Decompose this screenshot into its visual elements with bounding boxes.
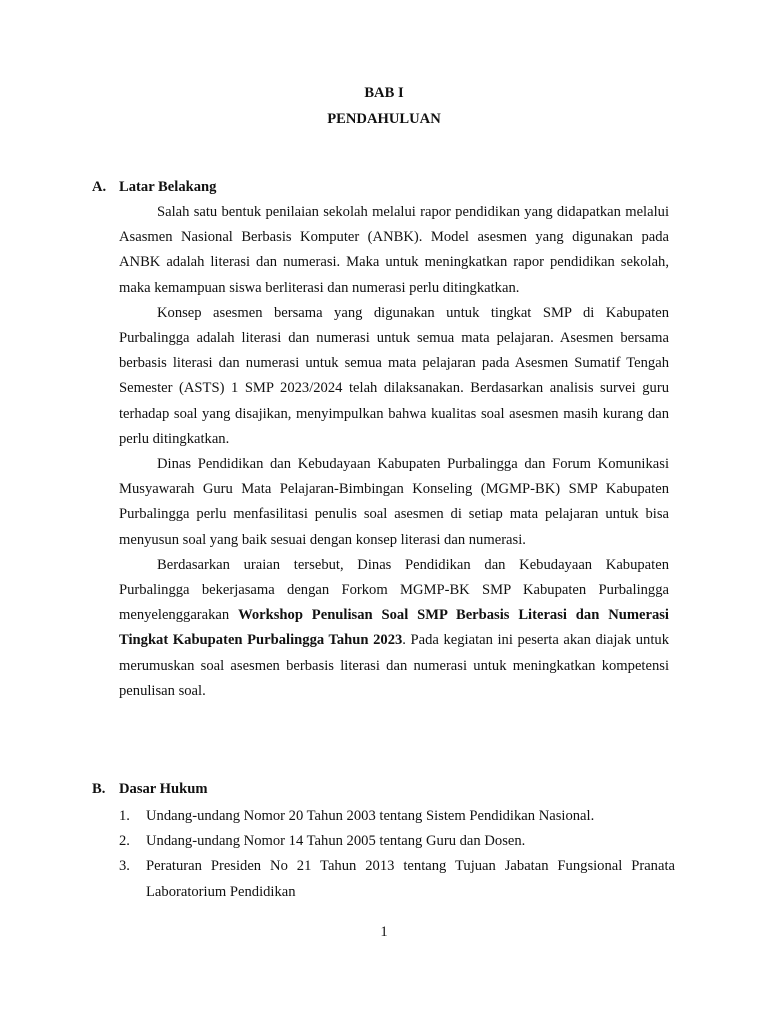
list-item (119, 804, 675, 829)
section-b-letter: B. (92, 781, 106, 797)
paragraph-2: Konsep asesmen bersama yang digunakan untuk tingkat SMP di Kabupaten Purbalingga adalah literasi dan numerasi untuk semua mata pelajaran. Asesmen bersama berbasis literasi dan numerasi untuk semua mata pelajaran pada Asesmen Sumatif Tengah Semester (ASTS) 1 SMP 2023/2024 telah dilaksanakan. Berdasarkan analisis survei guru terhadap soal yang disajikan, menyimpulkan bahwa kualitas soal asesmen masih kurang dan perlu ditingkatkan. (119, 304, 669, 447)
legal-basis-list (119, 804, 675, 905)
paragraph-1: Salah satu bentuk penilaian sekolah melalui rapor pendidikan yang didapatkan melalui Asasmen Nasional Berbasis Komputer (ANBK). Model asesmen yang digunakan pada ANBK adalah literasi dan numerasi. Maka untuk meningkatkan rapor pendidikan sekolah, maka kemampuan siswa berliterasi dan numerasi perlu ditingkatkan. (119, 204, 669, 296)
section-a-letter: A. (92, 179, 107, 195)
workshop-title: Workshop Penulisan Soal SMP Berbasis Literasi dan Numerasi Tingkat Kabupaten Purbalingga Tahun 2023 (119, 607, 669, 649)
paragraph-4-intro: Berdasarkan uraian tersebut, Dinas Pendidikan dan Kebudayaan Kabupaten Purbalingga bekerjasama dengan Forkom MGMP-BK SMP Kabupaten Purbalingga menyelenggarakan (119, 556, 669, 624)
section-b-heading (92, 781, 208, 798)
section-b-title: Dasar Hukum (119, 781, 208, 797)
paragraph-4-closing: . Pada kegiatan ini peserta akan diajak untuk merumuskan soal asesmen berbasis literasi dan numerasi untuk meningkatkan kompetensi penulisan soal. (119, 632, 669, 699)
list-item-number: 3. (119, 858, 130, 875)
list-item (119, 854, 675, 904)
chapter-title: PENDAHULUAN (327, 111, 441, 127)
list-item-number: 2. (119, 833, 130, 850)
list-item (119, 829, 675, 854)
page-number: 1 (380, 924, 388, 940)
section-a-heading (92, 179, 216, 196)
paragraph-3: Dinas Pendidikan dan Kebudayaan Kabupaten Purbalingga dan Forum Komunikasi Musyawarah Guru Mata Pelajaran-Bimbingan Konseling (MGMP-BK) SMP Kabupaten Purbalingga perlu menfasilitasi penulis soal asesmen di setiap mata pelajaran untuk bisa menyusun soal yang baik sesuai dengan konsep literasi dan numerasi. (119, 456, 669, 548)
chapter-number: BAB I (364, 85, 404, 101)
list-item-text: Peraturan Presiden No 21 Tahun 2013 tentang Tujuan Jabatan Fungsional Pranata Laboratorium Pendidikan (146, 858, 675, 900)
list-item-number: 1. (119, 808, 130, 824)
section-a-body (119, 200, 669, 704)
list-item-text: Undang-undang Nomor 14 Tahun 2005 tentang Guru dan Dosen. (146, 833, 526, 850)
list-item-text: Undang-undang Nomor 20 Tahun 2003 tentang Sistem Pendidikan Nasional. (146, 808, 595, 824)
paragraph-4 (119, 553, 669, 704)
section-a-title: Latar Belakang (119, 179, 217, 195)
